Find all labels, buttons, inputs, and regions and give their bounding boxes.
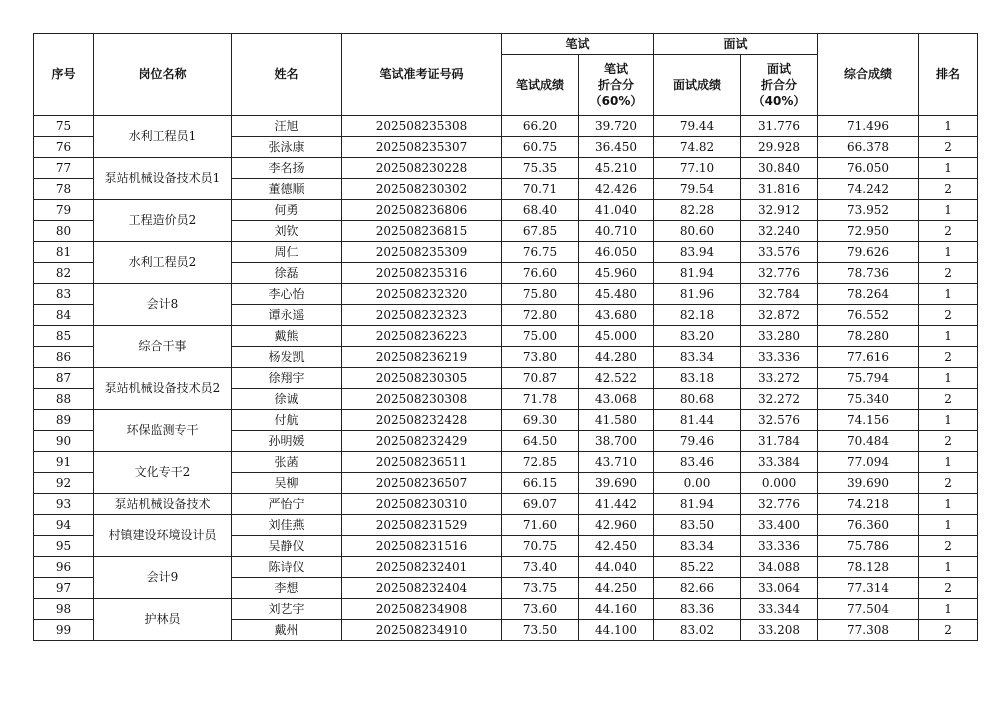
cell-seq: 87 bbox=[34, 368, 94, 389]
table-row bbox=[34, 494, 978, 515]
cell-ticket: 202508235308 bbox=[342, 116, 502, 137]
cell-interview-converted: 30.840 bbox=[741, 158, 818, 179]
cell-interview-score: 83.36 bbox=[654, 599, 741, 620]
cell-interview-converted: 31.776 bbox=[741, 116, 818, 137]
cell-interview-score: 79.54 bbox=[654, 179, 741, 200]
cell-written-score: 64.50 bbox=[502, 431, 579, 452]
header-written-score: 笔试成绩 bbox=[502, 55, 579, 116]
cell-written-score: 72.85 bbox=[502, 452, 579, 473]
cell-interview-score: 79.46 bbox=[654, 431, 741, 452]
cell-name: 严怡宁 bbox=[232, 494, 342, 515]
cell-total: 78.264 bbox=[818, 284, 919, 305]
cell-written-score: 76.60 bbox=[502, 263, 579, 284]
cell-interview-converted: 33.576 bbox=[741, 242, 818, 263]
cell-written-score: 75.35 bbox=[502, 158, 579, 179]
cell-total: 75.794 bbox=[818, 368, 919, 389]
cell-name: 李想 bbox=[232, 578, 342, 599]
cell-written-converted: 43.710 bbox=[579, 452, 654, 473]
cell-interview-converted: 33.336 bbox=[741, 347, 818, 368]
cell-ticket: 202508232404 bbox=[342, 578, 502, 599]
cell-total: 73.952 bbox=[818, 200, 919, 221]
cell-written-score: 75.00 bbox=[502, 326, 579, 347]
cell-name: 徐磊 bbox=[232, 263, 342, 284]
cell-total: 74.156 bbox=[818, 410, 919, 431]
cell-interview-converted: 33.272 bbox=[741, 368, 818, 389]
cell-interview-score: 81.96 bbox=[654, 284, 741, 305]
cell-interview-converted: 32.912 bbox=[741, 200, 818, 221]
table-row bbox=[34, 410, 978, 431]
cell-ticket: 202508235309 bbox=[342, 242, 502, 263]
header-row-1 bbox=[34, 34, 978, 55]
cell-ticket: 202508232320 bbox=[342, 284, 502, 305]
cell-total: 76.360 bbox=[818, 515, 919, 536]
cell-seq: 79 bbox=[34, 200, 94, 221]
cell-name: 吴静仪 bbox=[232, 536, 342, 557]
cell-total: 74.242 bbox=[818, 179, 919, 200]
header-total: 综合成绩 bbox=[818, 34, 919, 116]
cell-interview-converted: 33.208 bbox=[741, 620, 818, 641]
cell-written-score: 71.78 bbox=[502, 389, 579, 410]
cell-rank: 1 bbox=[919, 116, 978, 137]
cell-total: 77.094 bbox=[818, 452, 919, 473]
table-row bbox=[34, 515, 978, 536]
cell-rank: 1 bbox=[919, 494, 978, 515]
score-body bbox=[34, 116, 978, 641]
cell-seq: 99 bbox=[34, 620, 94, 641]
cell-interview-converted: 33.064 bbox=[741, 578, 818, 599]
table-row bbox=[34, 116, 978, 137]
cell-ticket: 202508232429 bbox=[342, 431, 502, 452]
cell-total: 71.496 bbox=[818, 116, 919, 137]
cell-interview-converted: 33.400 bbox=[741, 515, 818, 536]
cell-ticket: 202508236219 bbox=[342, 347, 502, 368]
cell-interview-converted: 29.928 bbox=[741, 137, 818, 158]
cell-name: 张泳康 bbox=[232, 137, 342, 158]
cell-written-converted: 44.040 bbox=[579, 557, 654, 578]
cell-written-converted: 43.680 bbox=[579, 305, 654, 326]
cell-total: 77.504 bbox=[818, 599, 919, 620]
header-position: 岗位名称 bbox=[94, 34, 232, 116]
cell-ticket: 202508230302 bbox=[342, 179, 502, 200]
table-row bbox=[34, 158, 978, 179]
cell-written-converted: 44.280 bbox=[579, 347, 654, 368]
cell-name: 何勇 bbox=[232, 200, 342, 221]
cell-name: 戴州 bbox=[232, 620, 342, 641]
cell-total: 77.616 bbox=[818, 347, 919, 368]
cell-written-score: 69.07 bbox=[502, 494, 579, 515]
cell-interview-score: 83.46 bbox=[654, 452, 741, 473]
cell-rank: 2 bbox=[919, 179, 978, 200]
cell-name: 李心怡 bbox=[232, 284, 342, 305]
cell-written-converted: 41.040 bbox=[579, 200, 654, 221]
cell-seq: 89 bbox=[34, 410, 94, 431]
cell-written-score: 76.75 bbox=[502, 242, 579, 263]
cell-seq: 86 bbox=[34, 347, 94, 368]
cell-interview-score: 79.44 bbox=[654, 116, 741, 137]
cell-written-converted: 42.522 bbox=[579, 368, 654, 389]
cell-rank: 2 bbox=[919, 536, 978, 557]
cell-written-converted: 38.700 bbox=[579, 431, 654, 452]
cell-written-converted: 42.450 bbox=[579, 536, 654, 557]
cell-interview-converted: 32.872 bbox=[741, 305, 818, 326]
cell-ticket: 202508231529 bbox=[342, 515, 502, 536]
cell-written-score: 73.80 bbox=[502, 347, 579, 368]
cell-written-converted: 42.960 bbox=[579, 515, 654, 536]
cell-seq: 82 bbox=[34, 263, 94, 284]
cell-interview-score: 85.22 bbox=[654, 557, 741, 578]
cell-name: 李名扬 bbox=[232, 158, 342, 179]
cell-name: 吴柳 bbox=[232, 473, 342, 494]
header-ticket: 笔试准考证号码 bbox=[342, 34, 502, 116]
cell-interview-score: 74.82 bbox=[654, 137, 741, 158]
cell-written-converted: 40.710 bbox=[579, 221, 654, 242]
cell-written-score: 66.15 bbox=[502, 473, 579, 494]
table-row bbox=[34, 368, 978, 389]
cell-interview-score: 80.60 bbox=[654, 221, 741, 242]
cell-name: 刘钦 bbox=[232, 221, 342, 242]
cell-ticket: 202508236815 bbox=[342, 221, 502, 242]
cell-written-score: 73.75 bbox=[502, 578, 579, 599]
cell-written-converted: 46.050 bbox=[579, 242, 654, 263]
cell-written-converted: 39.720 bbox=[579, 116, 654, 137]
cell-rank: 1 bbox=[919, 242, 978, 263]
cell-ticket: 202508232323 bbox=[342, 305, 502, 326]
cell-position: 护林员 bbox=[94, 599, 232, 641]
cell-position: 文化专干2 bbox=[94, 452, 232, 494]
cell-total: 78.280 bbox=[818, 326, 919, 347]
cell-total: 77.314 bbox=[818, 578, 919, 599]
cell-written-score: 69.30 bbox=[502, 410, 579, 431]
cell-seq: 88 bbox=[34, 389, 94, 410]
cell-rank: 1 bbox=[919, 557, 978, 578]
cell-rank: 2 bbox=[919, 473, 978, 494]
cell-position: 综合干事 bbox=[94, 326, 232, 368]
cell-name: 付航 bbox=[232, 410, 342, 431]
header-written-group: 笔试 bbox=[502, 34, 654, 55]
cell-seq: 93 bbox=[34, 494, 94, 515]
cell-name: 刘佳燕 bbox=[232, 515, 342, 536]
cell-interview-converted: 34.088 bbox=[741, 557, 818, 578]
cell-seq: 98 bbox=[34, 599, 94, 620]
cell-written-score: 66.20 bbox=[502, 116, 579, 137]
table-row bbox=[34, 242, 978, 263]
cell-interview-score: 81.94 bbox=[654, 263, 741, 284]
cell-ticket: 202508236806 bbox=[342, 200, 502, 221]
table-row bbox=[34, 284, 978, 305]
cell-rank: 1 bbox=[919, 368, 978, 389]
cell-seq: 97 bbox=[34, 578, 94, 599]
cell-rank: 1 bbox=[919, 452, 978, 473]
cell-rank: 2 bbox=[919, 578, 978, 599]
cell-written-converted: 44.160 bbox=[579, 599, 654, 620]
cell-total: 75.340 bbox=[818, 389, 919, 410]
cell-position: 泵站机械设备技术员1 bbox=[94, 158, 232, 200]
cell-written-converted: 45.480 bbox=[579, 284, 654, 305]
cell-seq: 94 bbox=[34, 515, 94, 536]
cell-rank: 1 bbox=[919, 158, 978, 179]
cell-name: 徐诚 bbox=[232, 389, 342, 410]
cell-rank: 2 bbox=[919, 305, 978, 326]
cell-written-score: 75.80 bbox=[502, 284, 579, 305]
cell-rank: 1 bbox=[919, 200, 978, 221]
cell-ticket: 202508235316 bbox=[342, 263, 502, 284]
cell-position: 环保监测专干 bbox=[94, 410, 232, 452]
cell-written-score: 72.80 bbox=[502, 305, 579, 326]
cell-interview-converted: 32.576 bbox=[741, 410, 818, 431]
cell-ticket: 202508234910 bbox=[342, 620, 502, 641]
cell-name: 徐翔宇 bbox=[232, 368, 342, 389]
cell-seq: 92 bbox=[34, 473, 94, 494]
cell-ticket: 202508231516 bbox=[342, 536, 502, 557]
header-interview-converted: 面试 折合分 （40%） bbox=[741, 55, 818, 116]
cell-interview-converted: 31.816 bbox=[741, 179, 818, 200]
cell-rank: 2 bbox=[919, 221, 978, 242]
cell-ticket: 202508236507 bbox=[342, 473, 502, 494]
cell-ticket: 202508235307 bbox=[342, 137, 502, 158]
cell-seq: 84 bbox=[34, 305, 94, 326]
cell-total: 70.484 bbox=[818, 431, 919, 452]
cell-total: 79.626 bbox=[818, 242, 919, 263]
cell-interview-converted: 0.000 bbox=[741, 473, 818, 494]
cell-interview-score: 77.10 bbox=[654, 158, 741, 179]
cell-ticket: 202508236511 bbox=[342, 452, 502, 473]
cell-ticket: 202508232428 bbox=[342, 410, 502, 431]
cell-written-converted: 44.100 bbox=[579, 620, 654, 641]
cell-total: 76.050 bbox=[818, 158, 919, 179]
cell-rank: 1 bbox=[919, 284, 978, 305]
cell-position: 泵站机械设备技术员2 bbox=[94, 368, 232, 410]
cell-interview-score: 83.20 bbox=[654, 326, 741, 347]
cell-written-converted: 41.442 bbox=[579, 494, 654, 515]
cell-name: 杨发凯 bbox=[232, 347, 342, 368]
cell-written-converted: 45.000 bbox=[579, 326, 654, 347]
cell-ticket: 202508230228 bbox=[342, 158, 502, 179]
cell-seq: 77 bbox=[34, 158, 94, 179]
cell-interview-converted: 33.336 bbox=[741, 536, 818, 557]
table-row bbox=[34, 452, 978, 473]
cell-total: 72.950 bbox=[818, 221, 919, 242]
table-row bbox=[34, 599, 978, 620]
cell-interview-score: 82.66 bbox=[654, 578, 741, 599]
cell-total: 78.128 bbox=[818, 557, 919, 578]
cell-rank: 2 bbox=[919, 431, 978, 452]
cell-name: 董德顺 bbox=[232, 179, 342, 200]
cell-position: 水利工程员1 bbox=[94, 116, 232, 158]
header-name: 姓名 bbox=[232, 34, 342, 116]
cell-interview-converted: 33.384 bbox=[741, 452, 818, 473]
cell-seq: 90 bbox=[34, 431, 94, 452]
cell-interview-converted: 32.240 bbox=[741, 221, 818, 242]
cell-ticket: 202508230308 bbox=[342, 389, 502, 410]
cell-total: 66.378 bbox=[818, 137, 919, 158]
cell-written-converted: 41.580 bbox=[579, 410, 654, 431]
cell-written-converted: 36.450 bbox=[579, 137, 654, 158]
cell-written-converted: 39.690 bbox=[579, 473, 654, 494]
cell-position: 工程造价员2 bbox=[94, 200, 232, 242]
cell-interview-score: 83.50 bbox=[654, 515, 741, 536]
cell-rank: 1 bbox=[919, 599, 978, 620]
cell-seq: 96 bbox=[34, 557, 94, 578]
cell-seq: 75 bbox=[34, 116, 94, 137]
cell-rank: 1 bbox=[919, 410, 978, 431]
cell-position: 水利工程员2 bbox=[94, 242, 232, 284]
cell-written-score: 70.71 bbox=[502, 179, 579, 200]
cell-interview-score: 83.34 bbox=[654, 347, 741, 368]
cell-interview-score: 0.00 bbox=[654, 473, 741, 494]
cell-total: 77.308 bbox=[818, 620, 919, 641]
cell-name: 周仁 bbox=[232, 242, 342, 263]
cell-rank: 2 bbox=[919, 137, 978, 158]
table-row bbox=[34, 557, 978, 578]
cell-position: 会计9 bbox=[94, 557, 232, 599]
cell-ticket: 202508236223 bbox=[342, 326, 502, 347]
cell-written-converted: 42.426 bbox=[579, 179, 654, 200]
cell-seq: 80 bbox=[34, 221, 94, 242]
cell-interview-score: 83.94 bbox=[654, 242, 741, 263]
cell-position: 会计8 bbox=[94, 284, 232, 326]
cell-rank: 2 bbox=[919, 389, 978, 410]
cell-interview-converted: 32.776 bbox=[741, 494, 818, 515]
cell-written-score: 70.75 bbox=[502, 536, 579, 557]
cell-seq: 83 bbox=[34, 284, 94, 305]
table-row bbox=[34, 200, 978, 221]
cell-total: 39.690 bbox=[818, 473, 919, 494]
cell-seq: 81 bbox=[34, 242, 94, 263]
cell-rank: 1 bbox=[919, 326, 978, 347]
cell-written-converted: 44.250 bbox=[579, 578, 654, 599]
cell-ticket: 202508230305 bbox=[342, 368, 502, 389]
cell-name: 陈诗仪 bbox=[232, 557, 342, 578]
cell-interview-score: 82.28 bbox=[654, 200, 741, 221]
cell-interview-converted: 32.776 bbox=[741, 263, 818, 284]
cell-seq: 91 bbox=[34, 452, 94, 473]
header-interview-group: 面试 bbox=[654, 34, 818, 55]
cell-written-score: 60.75 bbox=[502, 137, 579, 158]
cell-interview-score: 83.34 bbox=[654, 536, 741, 557]
cell-seq: 78 bbox=[34, 179, 94, 200]
cell-interview-score: 82.18 bbox=[654, 305, 741, 326]
cell-interview-score: 83.18 bbox=[654, 368, 741, 389]
header-seq: 序号 bbox=[34, 34, 94, 116]
cell-rank: 2 bbox=[919, 263, 978, 284]
cell-interview-score: 83.02 bbox=[654, 620, 741, 641]
cell-rank: 2 bbox=[919, 620, 978, 641]
cell-rank: 1 bbox=[919, 515, 978, 536]
cell-name: 张菡 bbox=[232, 452, 342, 473]
cell-name: 刘艺宇 bbox=[232, 599, 342, 620]
cell-written-converted: 45.210 bbox=[579, 158, 654, 179]
cell-rank: 2 bbox=[919, 347, 978, 368]
cell-position: 泵站机械设备技术 bbox=[94, 494, 232, 515]
cell-name: 戴熊 bbox=[232, 326, 342, 347]
cell-written-score: 73.50 bbox=[502, 620, 579, 641]
cell-position: 村镇建设环境设计员 bbox=[94, 515, 232, 557]
header-written-converted: 笔试 折合分 （60%） bbox=[579, 55, 654, 116]
cell-ticket: 202508230310 bbox=[342, 494, 502, 515]
header-interview-score: 面试成绩 bbox=[654, 55, 741, 116]
cell-interview-score: 81.94 bbox=[654, 494, 741, 515]
cell-ticket: 202508234908 bbox=[342, 599, 502, 620]
cell-ticket: 202508232401 bbox=[342, 557, 502, 578]
cell-total: 78.736 bbox=[818, 263, 919, 284]
cell-interview-score: 81.44 bbox=[654, 410, 741, 431]
cell-name: 汪旭 bbox=[232, 116, 342, 137]
cell-total: 74.218 bbox=[818, 494, 919, 515]
cell-interview-score: 80.68 bbox=[654, 389, 741, 410]
cell-total: 75.786 bbox=[818, 536, 919, 557]
cell-written-score: 68.40 bbox=[502, 200, 579, 221]
cell-total: 76.552 bbox=[818, 305, 919, 326]
cell-seq: 95 bbox=[34, 536, 94, 557]
header-rank: 排名 bbox=[919, 34, 978, 116]
cell-written-score: 73.40 bbox=[502, 557, 579, 578]
table-row bbox=[34, 326, 978, 347]
cell-seq: 85 bbox=[34, 326, 94, 347]
score-table bbox=[33, 33, 978, 641]
cell-written-score: 67.85 bbox=[502, 221, 579, 242]
cell-interview-converted: 32.272 bbox=[741, 389, 818, 410]
cell-name: 孙明媛 bbox=[232, 431, 342, 452]
cell-written-score: 71.60 bbox=[502, 515, 579, 536]
cell-name: 谭永遥 bbox=[232, 305, 342, 326]
cell-seq: 76 bbox=[34, 137, 94, 158]
cell-interview-converted: 31.784 bbox=[741, 431, 818, 452]
cell-written-converted: 45.960 bbox=[579, 263, 654, 284]
cell-written-score: 70.87 bbox=[502, 368, 579, 389]
cell-interview-converted: 33.280 bbox=[741, 326, 818, 347]
cell-interview-converted: 33.344 bbox=[741, 599, 818, 620]
cell-written-converted: 43.068 bbox=[579, 389, 654, 410]
cell-interview-converted: 32.784 bbox=[741, 284, 818, 305]
cell-written-score: 73.60 bbox=[502, 599, 579, 620]
